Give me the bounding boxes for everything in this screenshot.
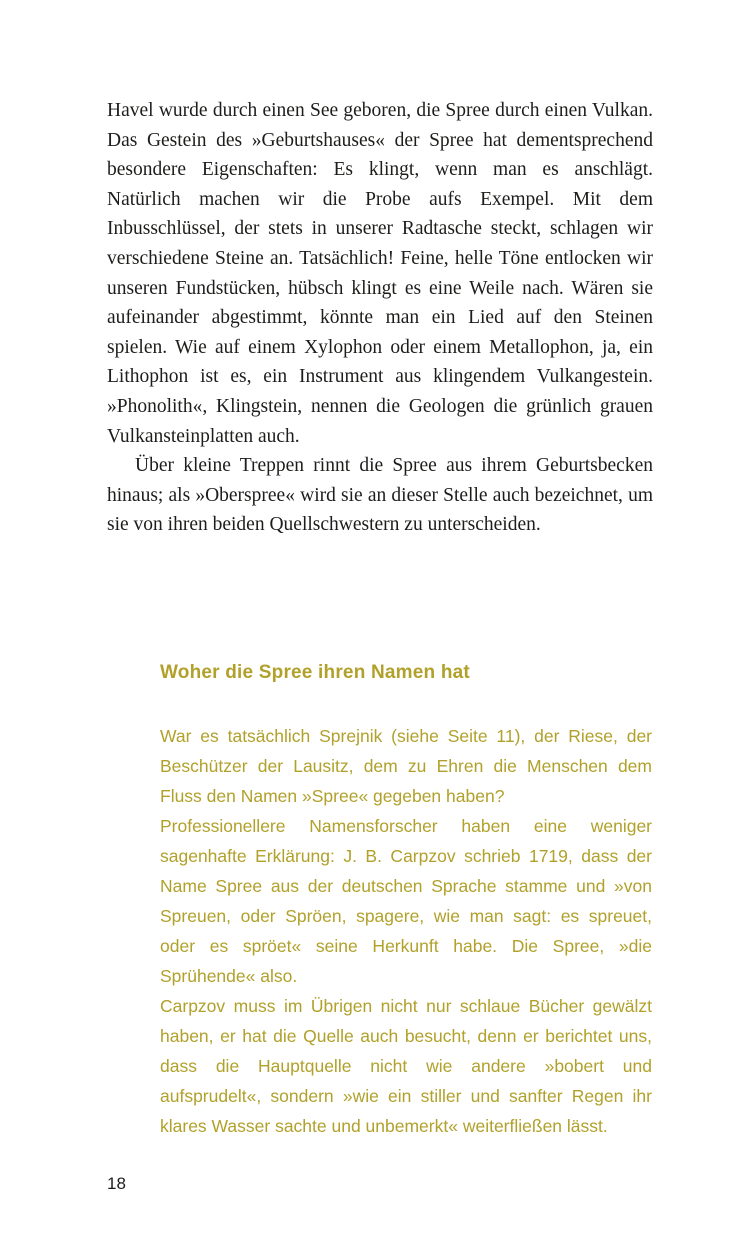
feature-paragraph-1: War es tatsächlich Sprejnik (siehe Seite 11), der Riese, der Beschützer der Lausitz, dem zu Ehren die Menschen dem Fluss den Namen »Spree« gegeben haben? bbox=[160, 726, 652, 806]
feature-body bbox=[160, 721, 652, 1141]
body-paragraph-2: Über kleine Treppen rinnt die Spree aus ihrem Geburtsbecken hinaus; als »Oberspree« wird sie an dieser Stelle auch bezeichnet, um sie von ihren beiden Quellschwestern zu unterscheiden. bbox=[107, 455, 653, 536]
feature-paragraph-3: Carpzov muss im Übrigen nicht nur schlaue Bücher gewälzt haben, er hat die Quelle auch besucht, denn er berichtet uns, dass die Hauptquelle nicht wie andere »bobert und aufsprudelt«, sondern »wie ein stiller und sanfter Regen ihr klares Wasser sachte und unbemerkt« weiterfließen lässt. bbox=[160, 996, 652, 1136]
feature-box bbox=[160, 662, 652, 1141]
feature-heading: Woher die Spree ihren Namen hat bbox=[160, 662, 470, 683]
page-number: 18 bbox=[107, 1174, 126, 1193]
body-paragraph-1: Havel wurde durch einen See geboren, die Spree durch einen Vulkan. Das Gestein des »Geburtshauses« der Spree hat dementsprechend besondere Eigenschaften: Es klingt, wenn man es anschlägt. Natürlich machen wir die Probe aufs Exempel. Mit dem Inbusschlüssel, der stets in unserer Radtasche steckt, schlagen wir verschiedene Steine an. Tatsächlich! Feine, helle Töne entlocken wir unseren Fundstücken, hübsch klingt es eine Weile nach. Wären sie aufeinander abgestimmt, könnte man ein Lied auf den Steinen spielen. Wie auf einem Xylophon oder einem Metallophon, ja, ein Lithophon ist es, ein Instrument aus klingendem Vulkangestein. »Phonolith«, Klingstein, nennen die Geologen die grünlich grauen Vulkansteinplatten auch. bbox=[107, 100, 653, 447]
main-text-block bbox=[107, 96, 653, 540]
feature-paragraph-2: Professionellere Namensforscher haben eine weniger sagenhafte Erklärung: J. B. Carpzov schrieb 1719, dass der Name Spree aus der deutschen Sprache stamme und »von Spreuen, oder Spröen, spagere, wie man sagt: es spreuet, oder es spröet« seine Herkunft habe. Die Spree, »die Sprühende« also. bbox=[160, 816, 652, 986]
